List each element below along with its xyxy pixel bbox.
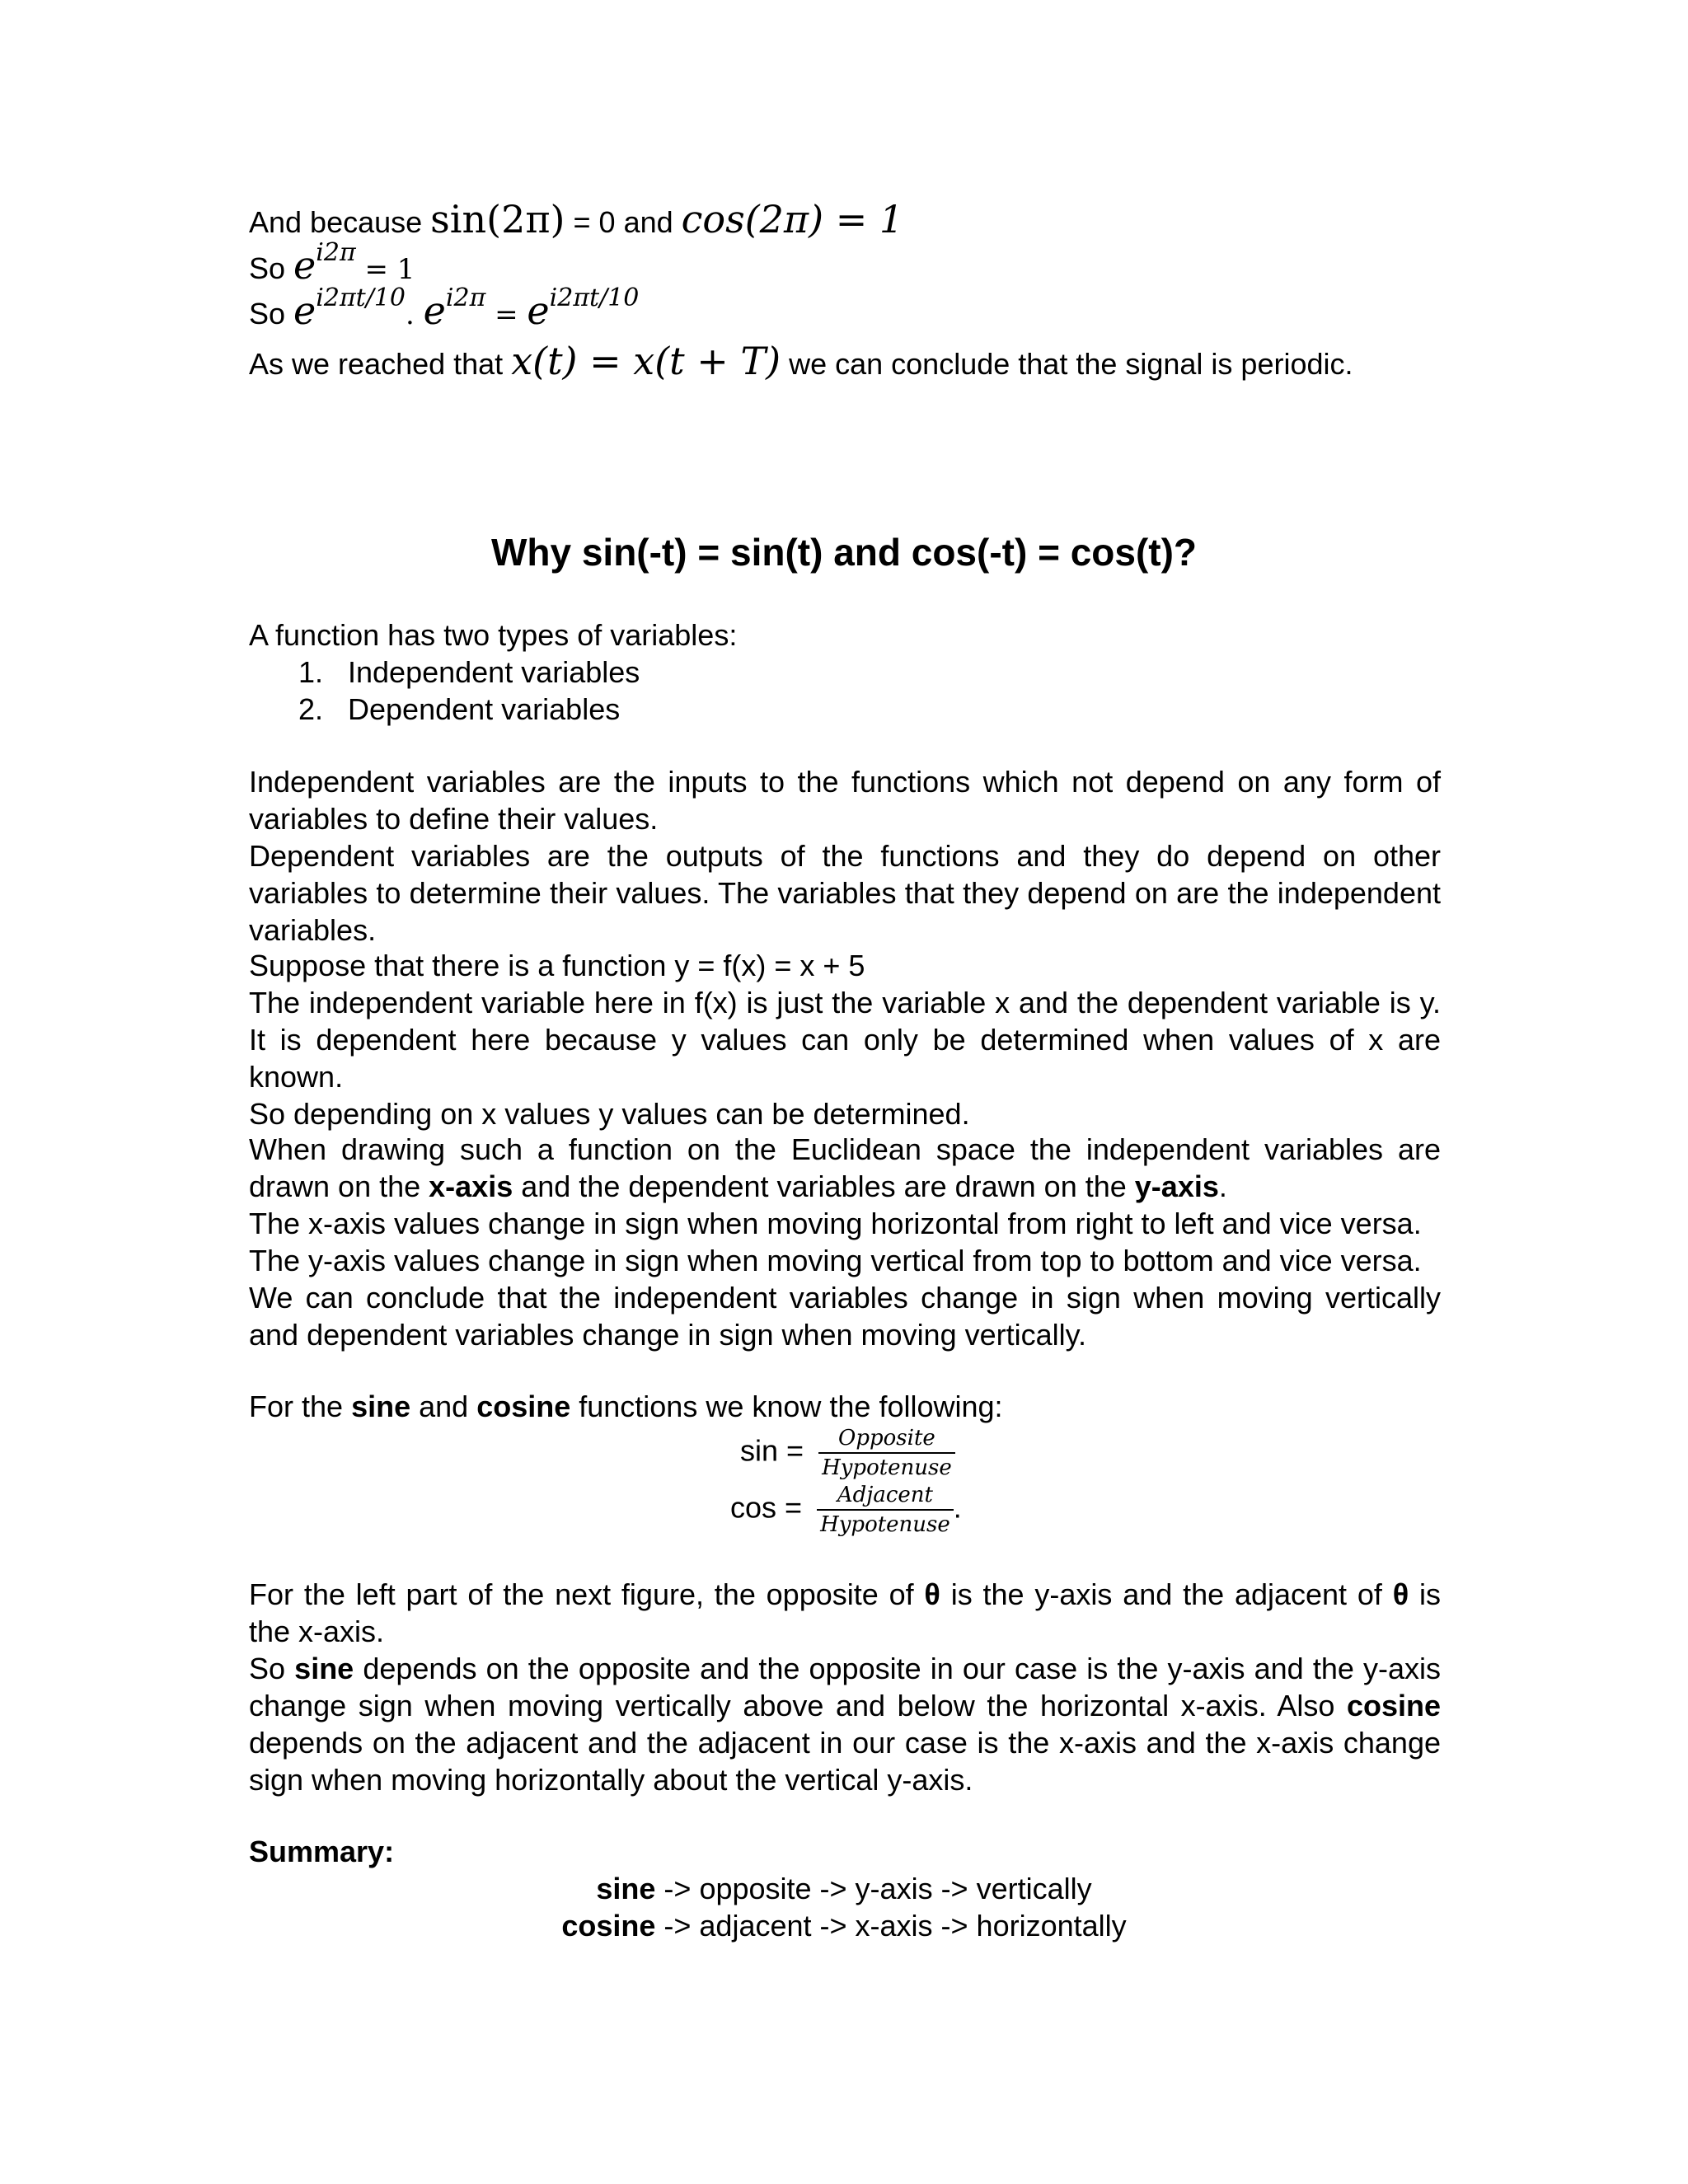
period: . [953,1490,962,1525]
example-paragraph [249,947,1441,1132]
section-heading: Why sin(-t) = sin(t) and cos(-t) = cos(t)? [490,531,1198,574]
bold-cosine: cosine [561,1909,656,1943]
fraction-numerator: Opposite [818,1424,955,1454]
bold-cosine: cosine [1346,1689,1441,1722]
euclidean-paragraph [249,1131,1441,1353]
example-line-3: So depending on x values y values can be determined. [249,1097,970,1131]
para-independent: Independent variables are the inputs to the functions which not depend on any form of variables to define their values. [249,765,1441,836]
theta-symbol: θ [924,1577,940,1611]
cos-fraction [817,1481,954,1539]
text: -> opposite -> y-axis -> vertically [655,1872,1092,1905]
text: So [249,251,294,285]
summary-title [249,1833,1441,1870]
text: is the x-axis. [249,1577,1442,1648]
list-label: Dependent variables [348,692,621,726]
math-e: e [293,288,316,333]
text: So [249,1652,295,1685]
trig-intro [249,1388,1441,1425]
text: And because [249,205,431,239]
math-e: e [293,243,316,288]
example-line-1: Suppose that there is a function y = f(x) = x + 5 [249,949,865,982]
euclid-line-3: The y-axis values change in sign when moving vertical from top to bottom and vice versa. [249,1244,1422,1277]
cos-label: cos = [730,1490,803,1525]
example-line-2: The independent variable here in f(x) is just the variable x and the dependent variable is y. It is dependent here because y values can only be determined when values of x are known. [249,986,1441,1094]
text: we can conclude that the signal is periodic. [781,347,1353,381]
summary-heading: Summary: [249,1835,395,1868]
euclid-line-1 [249,1131,1441,1205]
math-exponent: i2πt/10 [549,284,640,312]
definitions-paragraph [249,763,1441,949]
euclid-line-4: We can conclude that the independent variables change in sign when moving vertically and dependent variables change in sign when moving vertically. [249,1281,1441,1352]
math-e: e [527,288,550,333]
math-rhs: = 1 [355,253,415,286]
text: and [410,1390,477,1423]
bold-sine: sine [351,1390,411,1423]
fraction-denominator: Hypotenuse [820,1512,950,1537]
math-exponent: i2π [445,284,486,312]
math-sin-2pi: sin(2π) [430,197,565,241]
fraction-numerator: Adjacent [817,1481,954,1511]
list-item [249,654,1441,691]
math-exponent: i2πt/10 [316,284,406,312]
euclid-line-2: The x-axis values change in sign when moving horizontal from right to left and vice versa. [249,1207,1422,1240]
figure-paragraph [249,1576,1441,1798]
variable-types-list [249,654,1441,728]
math-dot: . [406,298,424,331]
variables-intro: A function has two types of variables: [249,618,738,652]
para-dependent: Dependent variables are the outputs of the functions and they do depend on other variables to determine their values. The variables that they depend on are the independent variables. [249,839,1441,947]
list-label: Independent variables [348,655,640,689]
figure-line-2 [249,1650,1441,1798]
list-number: 1. [298,655,324,689]
text: As we reached that [249,347,512,381]
math-periodic-formula: x(t) = x(t + T) [511,339,781,383]
variables-section [249,616,1441,728]
sin-formula [740,1424,955,1482]
sin-fraction [818,1424,955,1482]
text: -> adjacent -> x-axis -> horizontally [655,1909,1127,1943]
equation-line-1 [249,197,904,241]
text: When drawing such a function on the Euclidean space the independent variables are drawn on the [249,1132,1441,1203]
summary-line-2 [0,1907,1688,1944]
math-equals: = [485,298,528,331]
text: So [249,297,294,330]
text: . [1218,1169,1227,1203]
text: functions we know the following: [570,1390,1003,1423]
equation-line-3 [249,284,640,335]
list-number: 2. [298,692,324,726]
bold-sine: sine [596,1872,656,1905]
text: = 0 and [565,205,682,239]
text: depends on the opposite and the opposite in our case is the y-axis and the y-axis change sign when moving vertically above and below the horizontal x-axis. Also [249,1652,1441,1722]
list-item [249,691,1441,728]
math-cos-2pi: cos(2π) = 1 [681,197,904,241]
bold-sine: sine [294,1652,354,1685]
text: depends on the adjacent and the adjacent in our case is the x-axis and the x-axis change sign when moving horizontally about the vertical y-axis. [249,1726,1441,1797]
math-exponent: i2π [316,238,356,267]
cos-formula [730,1481,962,1539]
text: For the left part of the next figure, the opposite of [249,1577,925,1611]
sin-label: sin = [740,1433,804,1468]
theta-symbol: θ [1392,1577,1409,1611]
math-e: e [423,288,446,333]
text: For the [249,1390,352,1423]
figure-line-1 [249,1576,1441,1650]
summary-line-1 [0,1870,1688,1907]
fraction-denominator: Hypotenuse [822,1455,952,1480]
equation-line-4 [249,339,1353,383]
bold-x-axis: x-axis [429,1169,513,1203]
bold-y-axis: y-axis [1134,1169,1219,1203]
text: and the dependent variables are drawn on the [513,1169,1135,1203]
text: is the y-axis and the adjacent of [940,1577,1393,1611]
bold-cosine: cosine [476,1390,571,1423]
